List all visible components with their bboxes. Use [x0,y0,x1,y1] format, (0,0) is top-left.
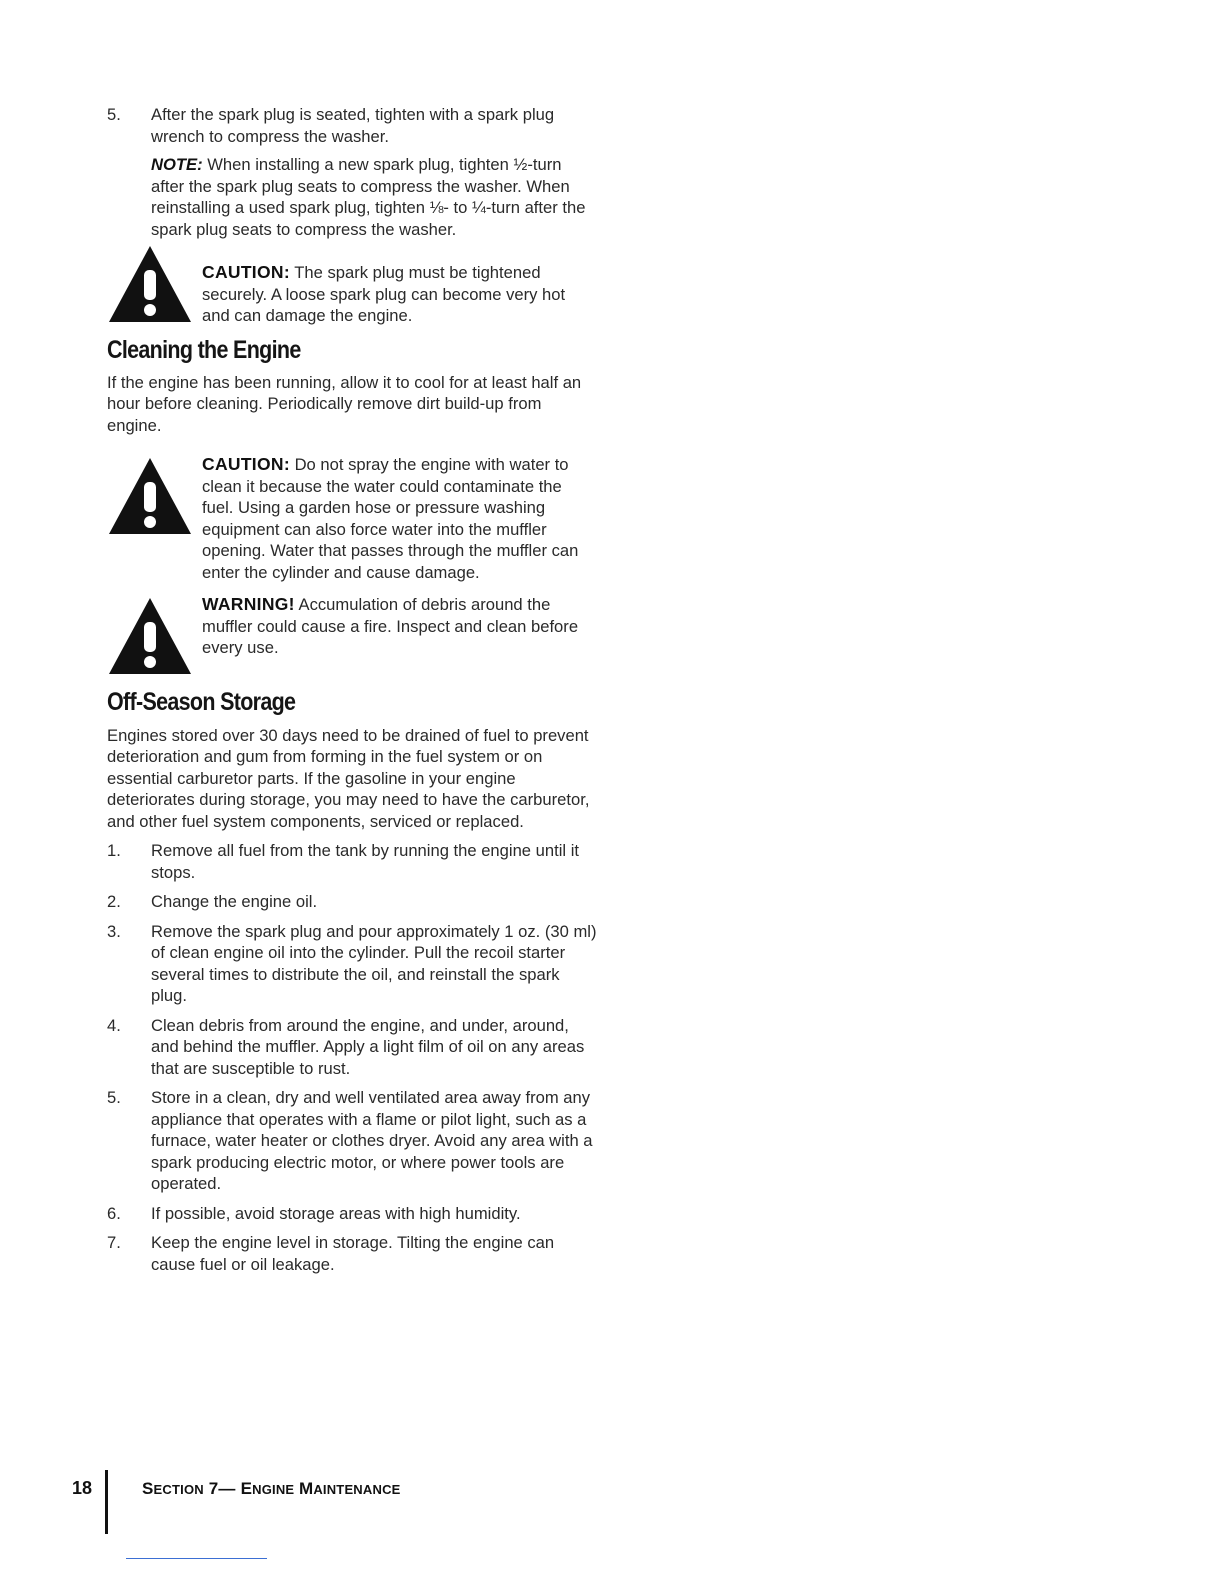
cleaning-heading: Cleaning the Engine [107,336,301,364]
warning-triangle-icon [107,596,193,676]
list-item [107,1203,597,1225]
warning-label: WARNING! [202,594,295,614]
step-number: 1. [107,841,121,860]
list-item [107,840,597,883]
list-item [107,1087,597,1195]
warning-triangle-icon [107,244,193,324]
step-number: 3. [107,921,121,941]
note [151,154,597,240]
step-number: 2. [107,892,121,911]
step-number: 5. [107,1088,121,1107]
caution-label: CAUTION: [202,454,290,474]
step-text: Remove the spark plug and pour approximately 1 oz. (30 ml) of clean engine oil into the cylinder. Pull the recoil starter several times to distribute the oil, and reinstall the spark plug. [151,921,597,1005]
step-5-spark-plug [107,104,597,240]
cleaning-section [107,336,597,436]
step-text: Clean debris from around the engine, and under, around, and behind the muffler. Apply a light film of oil on any areas that are susceptible to rust. [151,1015,585,1078]
caution-text: The spark plug must be tightened securely. A loose spark plug can become very hot and can damage the engine. [202,263,566,325]
list-item [107,891,597,913]
step-number: 5. [107,105,121,124]
step-text: Keep the engine level in storage. Tilting the engine can cause fuel or oil leakage. [151,1233,555,1274]
step-text: Store in a clean, dry and well ventilated area away from any appliance that operates with a flame or pilot light, such as a furnace, water heater or clothes dryer. Avoid any area with a spark producing electric motor, or where power tools are operated. [151,1088,593,1193]
storage-intro: Engines stored over 30 days need to be drained of fuel to prevent deterioration and gum from forming in the fuel system or on essential carburetor parts. If the gasoline in your engine deteriorates during storage, you may need to have the carburetor, and other fuel system components, serviced or replaced. [107,725,590,831]
storage-steps-list [107,840,597,1275]
cleaning-intro: If the engine has been running, allow it to cool for at least half an hour before cleaning. Periodically remove dirt build-up from engine. [107,372,582,435]
step-text: If possible, avoid storage areas with high humidity. [151,1203,521,1223]
step-text: After the spark plug is seated, tighten with a spark plug wrench to compress the washer. [151,105,555,146]
step-number: 7. [107,1233,121,1252]
section-title: SECTION 7— ENGINE MAINTENANCE [142,1479,401,1498]
step-number: 4. [107,1015,121,1035]
note-text: When installing a new spark plug, tighten ½-turn after the spark plug seats to compress the washer. When reinstalling a used spark plug, tighten ⅛- to ¼-turn after the spark plug seats to compress the washer. [151,155,586,239]
note-label: NOTE: [151,155,203,174]
warning-text: Accumulation of debris around the muffler could cause a fire. Inspect and clean before every use. [202,595,579,657]
storage-heading: Off-Season Storage [107,688,296,716]
warning-triangle-icon [107,456,193,536]
list-item [107,1232,597,1275]
list-item [107,921,597,1007]
caution-label: CAUTION: [202,262,290,282]
step-text: Remove all fuel from the tank by running the engine until it stops. [151,841,579,882]
step-text: Change the engine oil. [151,892,318,911]
storage-section [107,688,597,1283]
step-number: 6. [107,1203,121,1223]
footer-divider [105,1470,108,1534]
caution-text: Do not spray the engine with water to clean it because the water could contaminate the fuel. Using a garden hose or pressure washing equipment can also force water into the muffler opening. Water that passes through the muffler can enter the cylinder and cause damage. [202,455,579,582]
page-number: 18 [72,1478,93,1498]
bottom-rule [126,1558,267,1559]
list-item [107,1015,597,1080]
